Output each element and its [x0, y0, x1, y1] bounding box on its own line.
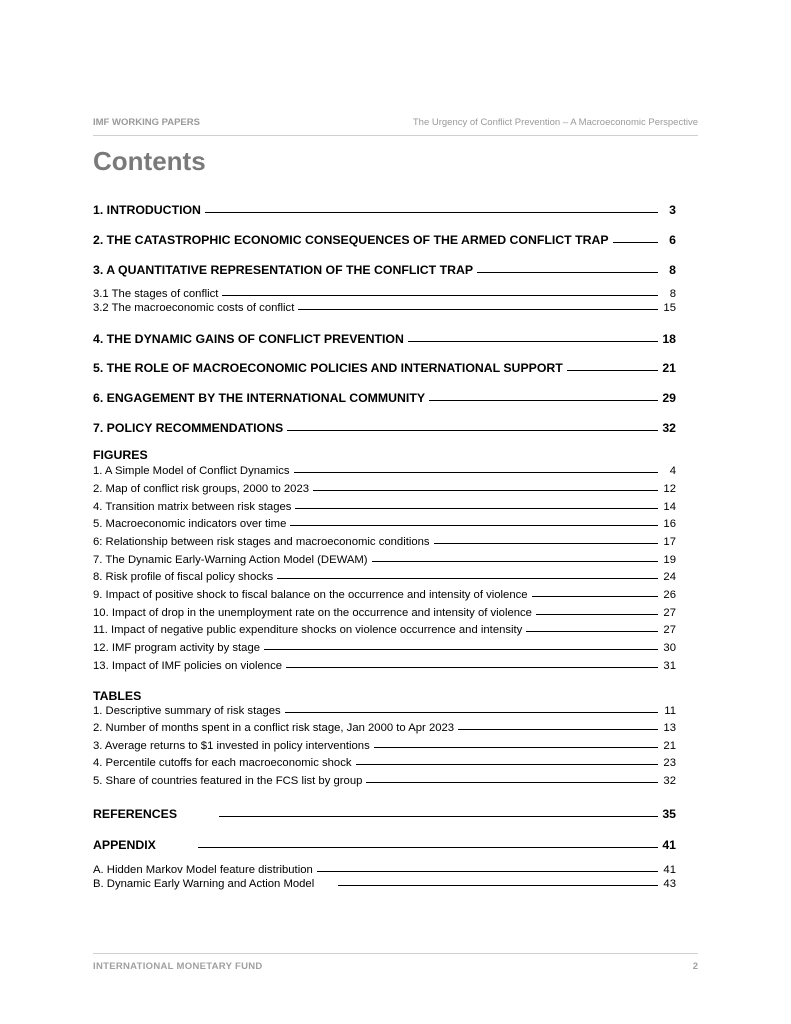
leader-line: [567, 370, 658, 371]
leader-line: [298, 309, 658, 310]
leader-line: [294, 472, 658, 473]
leader-line: [295, 508, 658, 509]
toc-chapter-label: 1. INTRODUCTION: [93, 203, 201, 217]
toc-appendix-item[interactable]: [93, 864, 676, 876]
toc-page-number: 27: [663, 607, 676, 619]
toc-page-number: 4: [669, 465, 676, 477]
page-footer: [93, 953, 698, 975]
leader-line: [286, 667, 658, 668]
toc-page-number: 23: [663, 757, 676, 769]
toc-figure-item[interactable]: [93, 642, 676, 654]
toc-page-number: 43: [663, 878, 676, 890]
leader-line: [317, 871, 658, 872]
leader-line: [287, 430, 658, 431]
leader-line: [434, 543, 658, 544]
toc-chapter-label: 4. THE DYNAMIC GAINS OF CONFLICT PREVENTION: [93, 332, 404, 346]
toc-page-number: 26: [663, 589, 676, 601]
toc-figure-item[interactable]: [93, 571, 676, 583]
toc-subsection-label: 3.1 The stages of conflict: [93, 288, 219, 300]
toc-page-number: 21: [662, 361, 676, 375]
toc-figure-item[interactable]: [93, 501, 676, 513]
toc-subsection-label: 3.2 The macroeconomic costs of conflict: [93, 302, 295, 314]
toc-page-number: 29: [662, 391, 676, 405]
toc-appendix-item-label: B. Dynamic Early Warning and Action Model: [93, 878, 315, 890]
leader-line: [477, 272, 658, 273]
toc-figure-item[interactable]: [93, 624, 676, 636]
toc-page-number: 24: [663, 571, 676, 583]
leader-line: [429, 400, 658, 401]
leader-line: [372, 561, 658, 562]
leader-line: [408, 341, 658, 342]
toc-page-number: 3: [669, 203, 676, 217]
toc-table-label: 5. Share of countries featured in the FCS list by group: [93, 775, 363, 787]
toc-figure-item[interactable]: [93, 465, 676, 477]
toc-page-number: 11: [664, 705, 676, 717]
toc-page-number: 8: [669, 288, 676, 300]
toc-references-label: REFERENCES: [93, 807, 178, 821]
leader-line: [526, 631, 658, 632]
tables-heading: TABLES: [93, 689, 142, 703]
toc-table-label: 1. Descriptive summary of risk stages: [93, 705, 281, 717]
toc-table-label: 4. Percentile cutoffs for each macroeconomic shock: [93, 757, 352, 769]
toc-figure-item[interactable]: [93, 660, 676, 672]
leader-line: [374, 747, 658, 748]
footer-org: INTERNATIONAL MONETARY FUND: [93, 961, 263, 972]
toc-page-number: 31: [663, 660, 676, 672]
footer-page-number: 2: [692, 961, 698, 972]
toc-figure-label: 11. Impact of negative public expenditure shocks on violence occurrence and intensity: [93, 624, 523, 636]
toc-chapter-label: 6. ENGAGEMENT BY THE INTERNATIONAL COMMUNITY: [93, 391, 426, 405]
toc-subsection-3-1[interactable]: [93, 288, 676, 300]
toc-appendix[interactable]: [93, 838, 676, 852]
leader-line: [532, 596, 658, 597]
toc-page-number: 15: [663, 302, 676, 314]
leader-line: [356, 764, 659, 765]
toc-figure-item[interactable]: [93, 589, 676, 601]
toc-page-number: 16: [663, 518, 676, 530]
toc-chapter-5[interactable]: [93, 361, 676, 375]
toc-figure-label: 2. Map of conflict risk groups, 2000 to 2023: [93, 483, 310, 495]
toc-figure-label: 6: Relationship between risk stages and macroeconomic conditions: [93, 536, 430, 548]
toc-table-item[interactable]: [93, 705, 676, 717]
toc-page-number: 30: [663, 642, 676, 654]
toc-figure-label: 12. IMF program activity by stage: [93, 642, 261, 654]
toc-page-number: 6: [669, 233, 676, 247]
toc-chapter-3[interactable]: [93, 263, 676, 277]
leader-line: [222, 295, 658, 296]
toc-page-number: 32: [662, 421, 676, 435]
toc-appendix-label: APPENDIX: [93, 838, 156, 852]
toc-figure-label: 1. A Simple Model of Conflict Dynamics: [93, 465, 290, 477]
toc-page-number: 32: [663, 775, 676, 787]
figures-heading: FIGURES: [93, 448, 148, 462]
toc-figure-item[interactable]: [93, 483, 676, 495]
toc-page-number: 18: [662, 332, 676, 346]
toc-figure-label: 4. Transition matrix between risk stages: [93, 501, 292, 513]
toc-subsection-3-2[interactable]: [93, 302, 676, 314]
leader-line: [366, 782, 658, 783]
leader-line: [338, 885, 658, 886]
leader-line: [198, 847, 658, 848]
leader-line: [264, 649, 658, 650]
leader-line: [277, 578, 658, 579]
leader-line: [290, 525, 658, 526]
toc-references[interactable]: [93, 807, 676, 821]
toc-page-number: 41: [662, 838, 676, 852]
header-series: IMF WORKING PAPERS: [93, 117, 200, 128]
toc-figure-item[interactable]: [93, 518, 676, 530]
toc-figure-label: 5. Macroeconomic indicators over time: [93, 518, 287, 530]
toc-appendix-item[interactable]: [93, 878, 676, 890]
toc-figure-label: 7. The Dynamic Early-Warning Action Model (DEWAM): [93, 554, 368, 566]
leader-line: [219, 816, 658, 817]
toc-chapter-label: 3. A QUANTITATIVE REPRESENTATION OF THE CONFLICT TRAP: [93, 263, 474, 277]
leader-line: [613, 242, 658, 243]
toc-page-number: 35: [662, 807, 676, 821]
toc-figure-label: 9. Impact of positive shock to fiscal balance on the occurrence and intensity of violence: [93, 589, 528, 601]
leader-line: [458, 729, 658, 730]
toc-table-item[interactable]: [93, 775, 676, 787]
toc-figure-item[interactable]: [93, 607, 676, 619]
toc-page-number: 19: [663, 554, 676, 566]
leader-line: [536, 614, 658, 615]
toc-table-item[interactable]: [93, 757, 676, 769]
toc-table-label: 3. Average returns to $1 invested in policy interventions: [93, 740, 370, 752]
toc-page-number: 27: [663, 624, 676, 636]
toc-page-number: 14: [663, 501, 676, 513]
toc-table-item[interactable]: [93, 722, 676, 734]
toc-chapter-6[interactable]: [93, 391, 676, 405]
toc-page-number: 8: [669, 263, 676, 277]
toc-figure-label: 13. Impact of IMF policies on violence: [93, 660, 282, 672]
page-title: Contents: [93, 146, 206, 176]
toc-chapter-4[interactable]: [93, 332, 676, 346]
toc-chapter-label: 7. POLICY RECOMMENDATIONS: [93, 421, 284, 435]
toc-page-number: 41: [663, 864, 676, 876]
toc-chapter-7[interactable]: [93, 421, 676, 435]
toc-figure-item[interactable]: [93, 554, 676, 566]
leader-line: [285, 712, 658, 713]
toc-figure-label: 10. Impact of drop in the unemployment rate on the occurrence and intensity of violence: [93, 607, 532, 619]
toc-page-number: 17: [663, 536, 676, 548]
toc-page-number: 21: [663, 740, 676, 752]
toc-page-number: 12: [663, 483, 676, 495]
toc-chapter-label: 5. THE ROLE OF MACROECONOMIC POLICIES AND INTERNATIONAL SUPPORT: [93, 361, 563, 375]
leader-line: [205, 212, 658, 213]
toc-figure-item[interactable]: [93, 536, 676, 548]
toc-chapter-label: 2. THE CATASTROPHIC ECONOMIC CONSEQUENCES OF THE ARMED CONFLICT TRAP: [93, 233, 609, 247]
toc-table-label: 2. Number of months spent in a conflict risk stage, Jan 2000 to Apr 2023: [93, 722, 455, 734]
running-header: [93, 117, 698, 136]
leader-line: [313, 490, 658, 491]
toc-appendix-item-label: A. Hidden Markov Model feature distribution: [93, 864, 313, 876]
toc-chapter-1[interactable]: [93, 203, 676, 217]
toc-figure-label: 8. Risk profile of fiscal policy shocks: [93, 571, 274, 583]
toc-page-number: 13: [663, 722, 676, 734]
toc-table-item[interactable]: [93, 740, 676, 752]
header-doc-title: The Urgency of Conflict Prevention – A Macroeconomic Perspective: [412, 117, 698, 128]
toc-chapter-2[interactable]: [93, 233, 676, 247]
